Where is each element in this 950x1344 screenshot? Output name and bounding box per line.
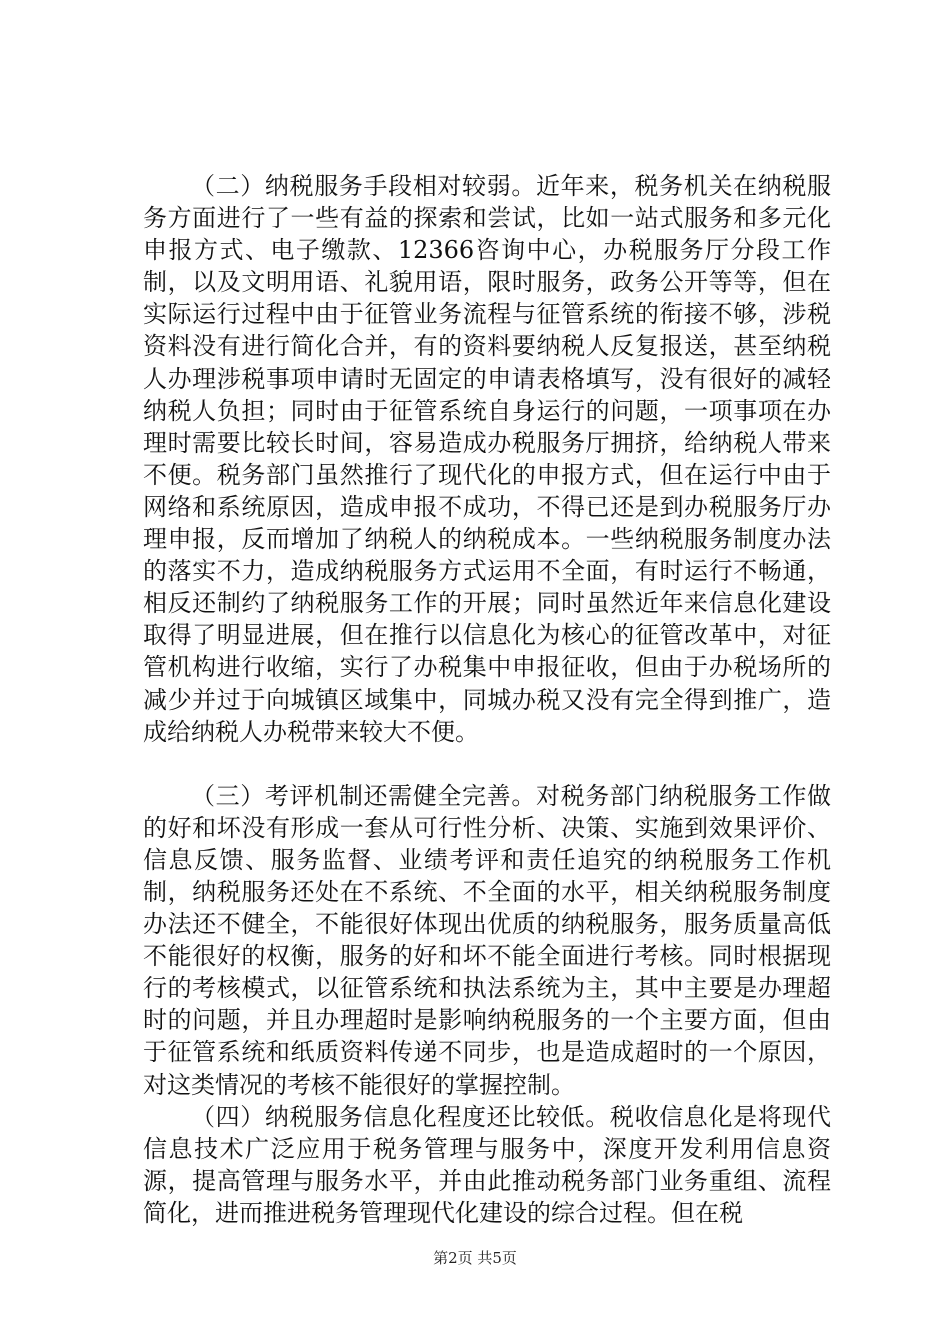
page-footer: 第2页 共5页 — [433, 1249, 517, 1267]
paragraph-service-means: （二）纳税服务手段相对较弱。近年来，税务机关在纳税服务方面进行了一些有益的探索和尝试，比如一站式服务和多元化申报方式、电子缴款、12366咨询中心，办税服务厅分段工作制，以及文明用语、礼貌用语，限时服务，政务公开等等，但在实际运行过程中由于征管业务流程与征管系统的衔接不够，涉税资料没有进行简化合并，有的资料要纳税人反复报送，甚至纳税人办理涉税事项申请时无固定的申请表格填写，没有很好的减轻纳税人负担；同时由于征管系统自身运行的问题，一项事项在办理时需要比较长时间，容易造成办税服务厅拥挤，给纳税人带来不便。税务部门虽然推行了现代化的申报方式，但在运行中由于网络和系统原因，造成申报不成功，不得已还是到办税服务厅办理申报，反而增加了纳税人的纳税成本。一些纳税服务制度办法的落实不力，造成纳税服务方式运用不全面，有时运行不畅通，相反还制约了纳税服务工作的开展；同时虽然近年来信息化建设取得了明显进展，但在推行以信息化为核心的征管改革中，对征管机构进行收缩，实行了办税集中申报征收，但由于办税场所的减少并过于向城镇区域集中，同城办税又没有完全得到推广，造成给纳税人办税带来较大不便。 — [143, 172, 831, 746]
paragraph-informatization: （四）纳税服务信息化程度还比较低。税收信息化是将现代信息技术广泛应用于税务管理与服务中，深度开发利用信息资源，提高管理与服务水平，并由此推动税务部门业务重组、流程简化，进而推进税务管理现代化建设的综合过程。但在税 — [143, 1102, 831, 1227]
document-body — [143, 170, 831, 1229]
paragraph-evaluation-mechanism: （三）考评机制还需健全完善。对税务部门纳税服务工作做的好和坏没有形成一套从可行性分析、决策、实施到效果评价、信息反馈、服务监督、业绩考评和责任追究的纳税服务工作机制，纳税服务还处在不系统、不全面的水平，相关纳税服务制度办法还不健全，不能很好体现出优质的纳税服务，服务质量高低不能很好的权衡，服务的好和坏不能全面进行考核。同时根据现行的考核模式，以征管系统和执法系统为主，其中主要是办理超时的问题，并且办理超时是影响纳税服务的一个主要方面，但由于征管系统和纸质资料传递不同步，也是造成超时的一个原因，对这类情况的考核不能很好的掌握控制。 — [143, 781, 831, 1099]
